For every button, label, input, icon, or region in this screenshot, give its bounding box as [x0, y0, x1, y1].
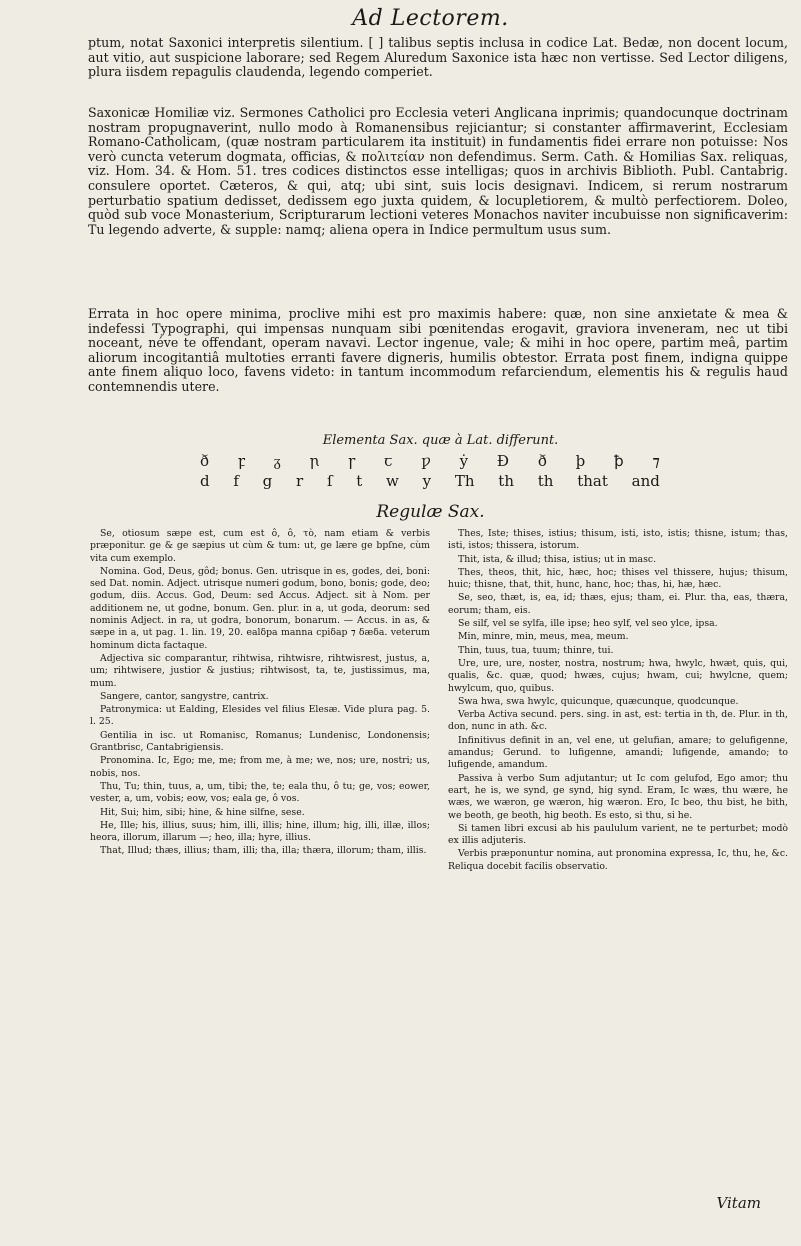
rule-entry: Swa hwa, swa hwylc, quicunque, quæcunque, quodcunque. [458, 695, 739, 707]
regulae-title: Regulæ Sax. [376, 502, 485, 522]
latin-letter: Th [454, 472, 475, 490]
saxon-letter: ð [200, 452, 210, 470]
rule-entry: Gentilia in isc. ut Romanisc, Romanus; Lundenisc, Londonensis; Grantbrisc, Cantabrigiensis. [90, 729, 430, 754]
saxon-letter: þ [575, 452, 586, 470]
rule-entry: Nomina. God, Deus, gôd; bonus. Gen. utrisque in es, godes, dei, boni: sed Dat. nomin. Adject. utrisque numeri godum, bono, bonis; gode, deo; godum, diis. Accus. God, Deum: sed Accus. Adject. sit à Nom. per additionem ne, ut godne, bonum. Gen. plur. in a, ut goda, deorum: sed nominis Adject. in ra, ut godra, bonorum, bonarum. — Accus. in as, & sæpe in a, ut pag. 1. lin. 19, 20. ealδpa manna cpiδap ⁊ δæδa. veterum hominum dicta factaque. [90, 565, 430, 651]
saxon-letter: ꝼ [237, 452, 245, 470]
rule-entry: Se, seo, thæt, is, ea, id; thæs, ejus; tham, ei. Plur. tha, eas, thæra, eorum; tham, eis. [448, 592, 788, 616]
saxon-letter: ꞅ [348, 452, 356, 470]
saxon-letter: ð [537, 452, 547, 470]
saxon-letters-row [200, 452, 660, 471]
latin-letter: y [422, 472, 432, 490]
rule-entry: Thin, tuus, tua, tuum; thinre, tui. [458, 644, 614, 656]
rule-entry: Thu, Tu; thin, tuus, a, um, tibi; the, te; eala thu, ô tu; ge, vos; eower, vester, a, um, vobis; eow, vos; eala ge, ô vos. [90, 780, 430, 805]
latin-letter: t [356, 472, 363, 490]
latin-letter: ſ [326, 472, 333, 490]
rule-entry: Patronymica: ut Ealding, Elesides vel filius Elesæ. Vide plura pag. 5. l. 25. [90, 704, 430, 728]
saxon-letter: ⁊ [652, 452, 660, 470]
saxon-letter: ꞃ [309, 452, 320, 470]
rule-entry: Thes, Iste; thises, istius; thisum, isti, isto, istis; thisne, istum; thas, isti, istos; thissera, istorum. [448, 528, 788, 552]
rule-entry: Passiva à verbo Sum adjutantur; ut Ic com gelufod, Ego amor; thu eart, he is, we synd, ge synd, hig synd. Eram, Ic wæs, thu wære, he wæs, we wæron, ge wæron, hig wæron. Ero, Ic beo, thu bist, he bith, we beoth, ge beoth, hig beoth. Es esto, si thu, si he. [448, 772, 788, 821]
saxon-letter: ᵹ [273, 452, 281, 470]
latin-letter: d [200, 472, 210, 490]
saxon-letter: ẏ [459, 452, 469, 470]
latin-letter: w [386, 472, 399, 490]
rule-entry: That, Illud; thæs, illius; tham, illi; tha, illa; thæra, illorum; tham, illis. [100, 845, 427, 857]
elementa-title: Elementa Sax. quæ à Lat. differunt. [322, 433, 559, 448]
saxon-letter: ꝥ [614, 452, 624, 470]
rule-entry: Thes, theos, thit, hic, hæc, hoc; thises vel thissere, hujus; thisum, huic; thisne, that, thit, hunc, hanc, hoc; thas, hi, hæ, hæc. [448, 566, 788, 591]
latin-letters-row [200, 472, 660, 490]
latin-letter: f [233, 472, 239, 490]
saxon-letter: ƿ [421, 452, 431, 470]
latin-letter: and [631, 472, 660, 490]
rule-entry: Adjectiva sic comparantur, rihtwisa, rihtwisre, rihtwisrest, justus, a, um; rihtwisere, justior & justius; rihtwisost, ta, te, justissimus, ma, mum. [90, 652, 430, 689]
rule-entry: Min, minre, min, meus, mea, meum. [458, 631, 629, 643]
preface-paragraph-1: ptum, notat Saxonici interpretis silentium. [ ] talibus septis inclusa in codice Lat. Bedæ, non docent locum, aut vitio, aut suspicione laborare; sed Regem Aluredum Saxonice ista hæc non vertisse. Sed Lector diligens, plura iisdem repagulis claudenda, legendo comperiet. [88, 35, 788, 80]
preface-paragraph-3: Errata in hoc opere minima, proclive mihi est pro maximis habere: quæ, non sine anxietate & mea & indefessi Typographi, qui impensas nunquam sibi pœnitendas erogavit, graviora inveneram, nec ut tibi noceant, néve te offendant, operam navavi. Lector ingenue, vale; & mihi in hoc opere, partim meâ, partim aliorum incogitantiâ multoties erranti favere digneris, humilis obtestor. Errata post finem, indigna quippe ante finem aliquo loco, favens videto: in tantum incommodum refarciendum, elementis his & regulis haud contemnendis utere. [88, 306, 788, 394]
regulae-right-column [448, 528, 788, 874]
latin-letter: g [262, 472, 273, 490]
preface-paragraph-2: Saxonicæ Homiliæ viz. Sermones Catholici pro Ecclesia veteri Anglicana inprimis; quandocunque doctrinam nostram propugnaverint, nullo modo à Romanensibus rejiciantur; si constanter affirmaverint, Ecclesiam Romano-Catholicam, (quæ nostram particularem ita instituit) in fundamentis fidei errare non potuisse: Nos verò cuncta veterum dogmata, officias, & πολιτείαν non defendimus. Serm. Cath. & Homilias Sax. reliquas, viz. Hom. 34. & Hom. 51. tres codices distinctos esse intelligas; quos in archivis Biblioth. Publ. Cantabrig. consulere oportet. Cæteros, & qui, atq; ubi sint, suis locis designavi. Indicem, si rerum nostrarum perturbatio spatium dedisset, dedissem ego juxta quidem, & locupletiorem, & multò perfectiorem. Doleo, quòd sub voce Monasterium, Scripturarum lectioni veteres Monachos naviter incubuisse non significaverim: Tu legendo adverte, & supple: namq; aliena opera in Indice permultum usus sum. [88, 105, 788, 237]
regulae-left-column [90, 528, 430, 859]
saxon-letter: ꞇ [384, 452, 393, 470]
rule-entry: He, Ille; his, illius, suus; him, illi, illis; hine, illum; hig, illi, illæ, illos; heora, illorum, illarum —; heo, illa; hyre, illius. [90, 819, 430, 844]
latin-letter: th [537, 472, 554, 490]
latin-letter: that [577, 472, 608, 490]
rule-entry: Thit, ista, & illud; thisa, istius; ut in masc. [458, 553, 657, 565]
rule-entry: Si tamen libri excusi ab his paululum varient, ne te perturbet; modò ex illis adjuteris. [448, 822, 788, 847]
rule-entry: Ure, ure, ure, noster, nostra, nostrum; hwa, hwylc, hwæt, quis, qui, qualis, &c. quæ, quod; hwæs, cujus; hwam, cui; hwylcne, quem; hwylcum, quo, quibus. [448, 657, 788, 694]
rule-entry: Se silf, vel se sylfa, ille ipse; heo sylf, vel seo ylce, ipsa. [458, 618, 718, 630]
saxon-letter: Ð [496, 452, 510, 470]
latin-letter: r [296, 472, 304, 490]
rule-entry: Infinitivus definit in an, vel ene, ut gelufian, amare; to gelufigenne, amandus; Gerund. to lufigenne, amandi; lufigende, amando; to lufigende, amandum. [448, 734, 788, 771]
running-head: Ad Lectorem. [352, 6, 509, 31]
rule-entry: Sangere, cantor, sangystre, cantrix. [100, 690, 269, 702]
rule-entry: Pronomina. Ic, Ego; me, me; from me, à me; we, nos; ure, nostri; us, nobis, nos. [90, 755, 430, 779]
rule-entry: Verbis præponuntur nomina, aut pronomina expressa, Ic, thu, he, &c. Reliqua docebit facilis observatio. [448, 848, 788, 872]
rule-entry: Se, otiosum sæpe est, cum est ô, ô, τὸ, nam etiam & verbis præponitur. ge & ge sæpius ut cùm & tum: ut, ge lære ge bpſne, cùm vita cum exemplo. [90, 528, 430, 564]
rule-entry: Hit, Sui; him, sibi; hine, & hine silfne, sese. [100, 806, 305, 818]
catchword: Vitam [716, 1194, 761, 1212]
rule-entry: Verba Activa secund. pers. sing. in ast, est: tertia in th, de. Plur. in th, don, nunc in ath. &c. [448, 709, 788, 733]
latin-letter: th [498, 472, 514, 490]
